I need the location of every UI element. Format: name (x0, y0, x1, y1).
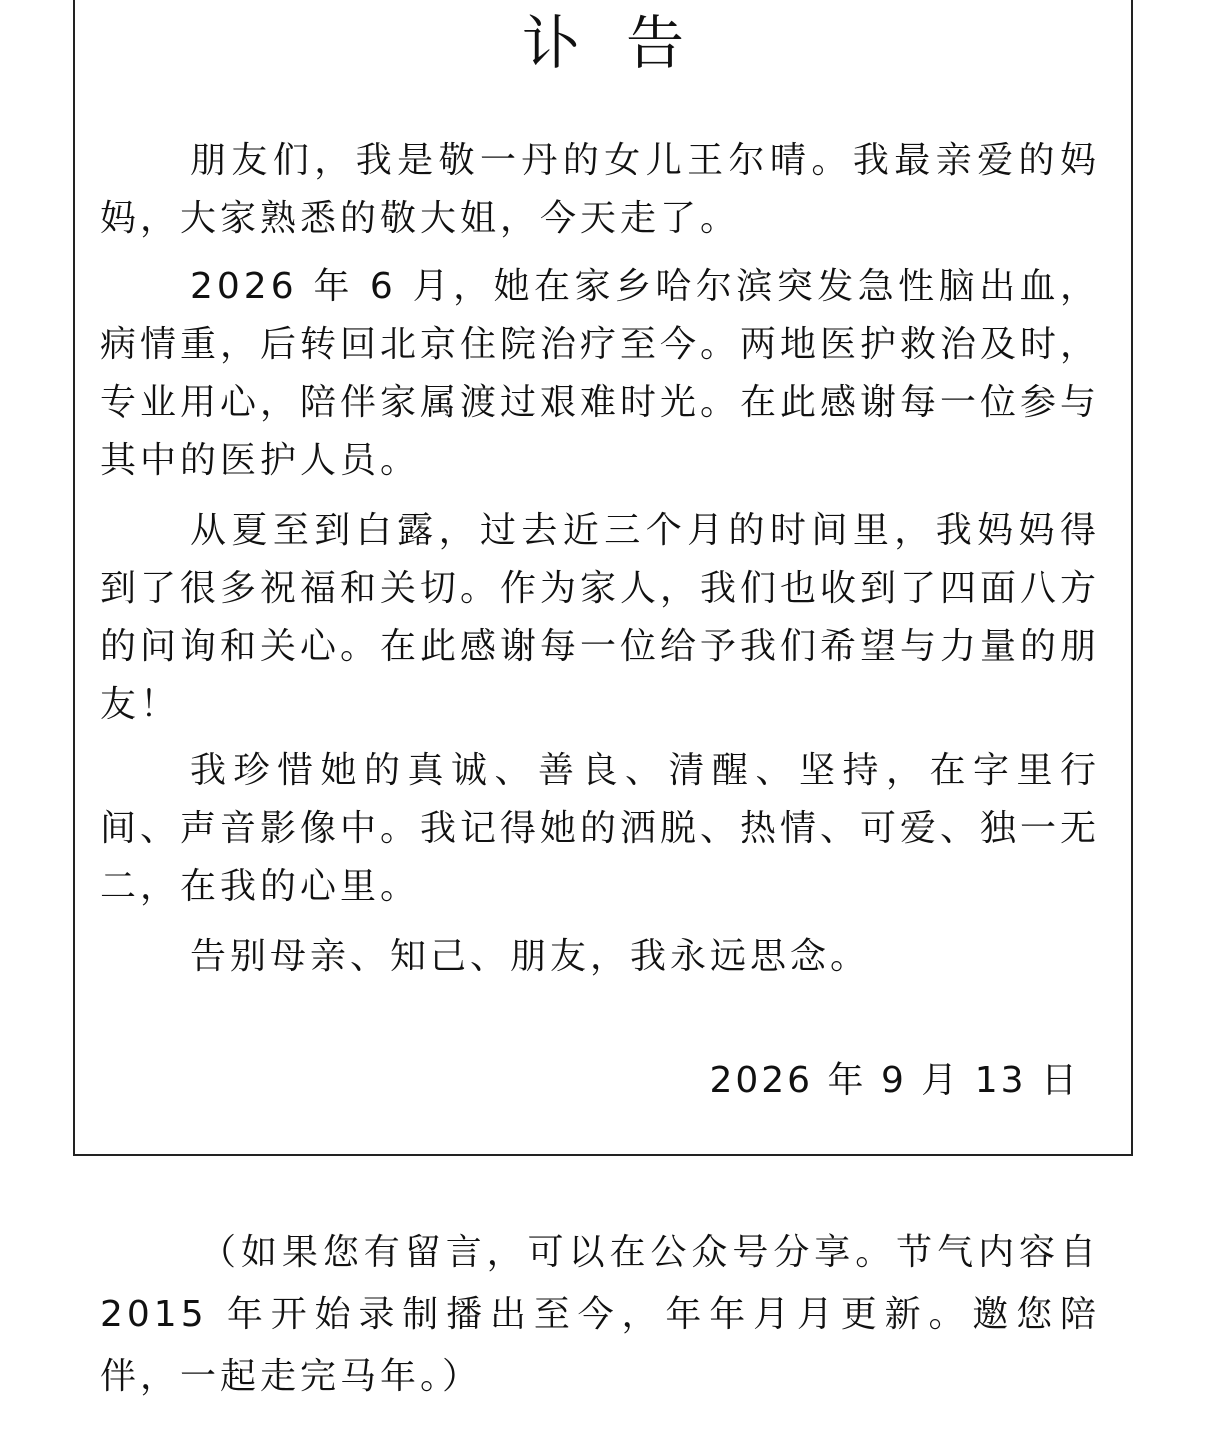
notice-date: 2026 年 9 月 13 日 (709, 1060, 1080, 1101)
notice-paragraph-1: 朋友们，我是敬一丹的女儿王尔晴。我最亲爱的妈妈，大家熟悉的敬大姐，今天走了。 (100, 140, 1100, 239)
notice-paragraph-3: 从夏至到白露，过去近三个月的时间里，我妈妈得到了很多祝福和关切。作为家人，我们也收到了四面八方的问询和关心。在此感谢每一位给予我们希望与力量的朋友！ (100, 510, 1101, 725)
notice-paragraph-5: 告别母亲、知己、朋友，我永远思念。 (190, 936, 871, 977)
footer-note: （如果您有留言，可以在公众号分享。节气内容自 2015 年开始录制播出至今，年年月月更新。邀您陪伴，一起走完马年。） (100, 1232, 1100, 1397)
notice-paragraph-2: 2026 年 6 月，她在家乡哈尔滨突发急性脑出血，病情重，后转回北京住院治疗至今。两地医护救治及时，专业用心，陪伴家属渡过艰难时光。在此感谢每一位参与其中的医护人员。 (100, 266, 1101, 481)
notice-paragraph-4: 我珍惜她的真诚、善良、清醒、坚持，在字里行间、声音影像中。我记得她的洒脱、热情、可爱、独一无二，在我的心里。 (100, 750, 1101, 907)
notice-title: 讣告 (521, 9, 730, 77)
